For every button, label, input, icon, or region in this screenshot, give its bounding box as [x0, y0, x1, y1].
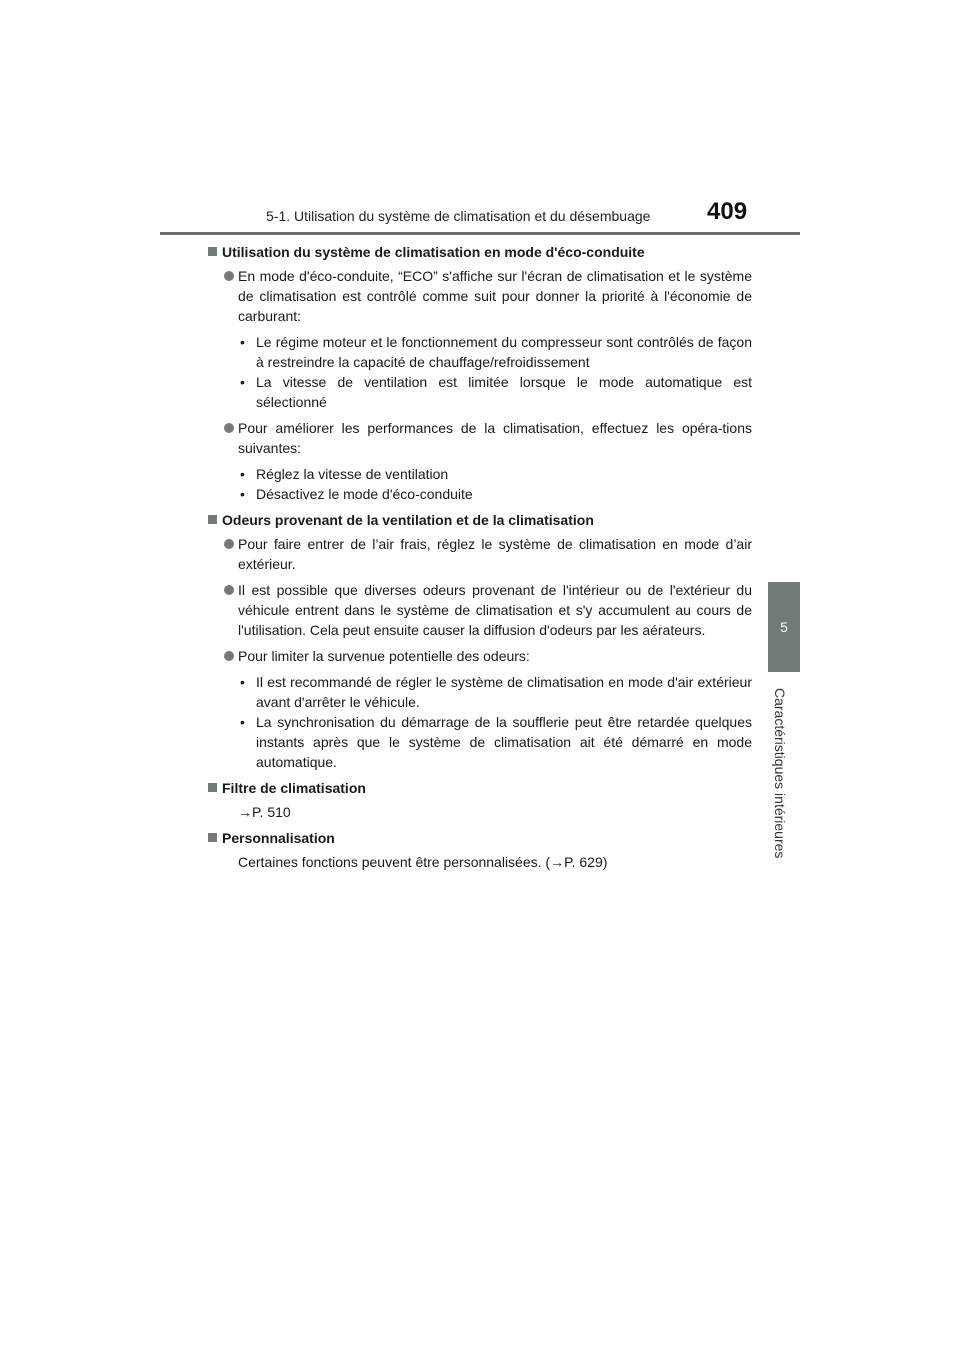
list-item [208, 266, 752, 326]
sub-list [208, 672, 752, 772]
header-section-title: 5-1. Utilisation du système de climatisation et du désembuage [266, 208, 651, 224]
section-heading-text: Filtre de climatisation [222, 780, 366, 796]
section-heading [208, 778, 752, 798]
section-heading [208, 242, 752, 262]
list-item [208, 580, 752, 640]
circle-bullet-icon [224, 585, 234, 595]
sub-list-item [208, 712, 752, 772]
circle-bullet-icon [224, 423, 234, 433]
circle-bullet-icon [224, 271, 234, 281]
section-heading [208, 828, 752, 848]
sub-list-item [208, 464, 752, 484]
chapter-number: 5 [780, 619, 788, 635]
square-bullet-icon [208, 247, 217, 256]
page-content [208, 240, 752, 878]
section-heading-text: Odeurs provenant de la ventilation et de la climatisation [222, 512, 594, 528]
sub-list [208, 332, 752, 412]
list-item [208, 534, 752, 574]
page-reference: →P. 510 [238, 804, 291, 820]
dot-bullet-icon: • [240, 486, 245, 502]
sub-list-item [208, 332, 752, 372]
dot-bullet-icon: • [240, 714, 245, 730]
dot-bullet-icon: • [240, 334, 245, 350]
list-item [208, 646, 752, 666]
circle-bullet-icon [224, 539, 234, 549]
dot-bullet-icon: • [240, 374, 245, 390]
sub-list-item-text: Réglez la vitesse de ventilation [256, 466, 449, 482]
sub-list-item [208, 484, 752, 504]
list-item-text: Pour limiter la survenue potentielle des odeurs: [238, 648, 530, 664]
header-divider [160, 232, 800, 235]
page-number: 409 [707, 198, 748, 225]
section-heading-text: Personnalisation [222, 830, 335, 846]
list-item-text: Il est possible que diverses odeurs provenant de l'intérieur ou de l'extérieur du véhicule entrent dans le système de climatisation et s'y accumulent au cours de l'utilisation. Cela peut ensuite causer la diffusion d'odeurs par les aérateurs. [238, 582, 752, 638]
sub-list-item-text: La vitesse de ventilation est limitée lorsque le mode automatique est sélectionné [256, 374, 752, 410]
sub-list-item [208, 672, 752, 712]
paragraph: Certaines fonctions peuvent être personnalisées. (→P. 629) [238, 854, 608, 870]
sub-list-item-text: Il est recommandé de régler le système de climatisation en mode d'air extérieur avant d'arrêter le véhicule. [256, 674, 752, 710]
square-bullet-icon [208, 515, 217, 524]
chapter-label: Caractéristiques intérieures [772, 688, 788, 859]
section-heading-text: Utilisation du système de climatisation en mode d'éco-conduite [222, 244, 645, 260]
dot-bullet-icon: • [240, 466, 245, 482]
list-item-text: Pour améliorer les performances de la climatisation, effectuez les opéra-tions suivantes: [238, 420, 752, 456]
section-heading [208, 510, 752, 530]
sub-list [208, 464, 752, 504]
chapter-tab [768, 582, 800, 672]
list-item-text: Pour faire entrer de l’air frais, réglez le système de climatisation en mode d’air extérieur. [238, 536, 752, 572]
list-item-text: En mode d'éco-conduite, “ECO” s'affiche sur l'écran de climatisation et le système de climatisation est contrôlé comme suit pour donner la priorité à l'économie de carburant: [238, 268, 752, 324]
sub-list-item [208, 372, 752, 412]
list-item [208, 418, 752, 458]
circle-bullet-icon [224, 651, 234, 661]
sub-list-item-text: La synchronisation du démarrage de la soufflerie peut être retardée quelques instants après que le système de climatisation ait été démarré en mode automatique. [256, 714, 752, 770]
dot-bullet-icon: • [240, 674, 245, 690]
square-bullet-icon [208, 783, 217, 792]
sub-list-item-text: Le régime moteur et le fonctionnement du compresseur sont contrôlés de façon à restreindre la capacité de chauffage/refroidissement [256, 334, 752, 370]
sub-list-item-text: Désactivez le mode d'éco-conduite [256, 486, 473, 502]
square-bullet-icon [208, 833, 217, 842]
